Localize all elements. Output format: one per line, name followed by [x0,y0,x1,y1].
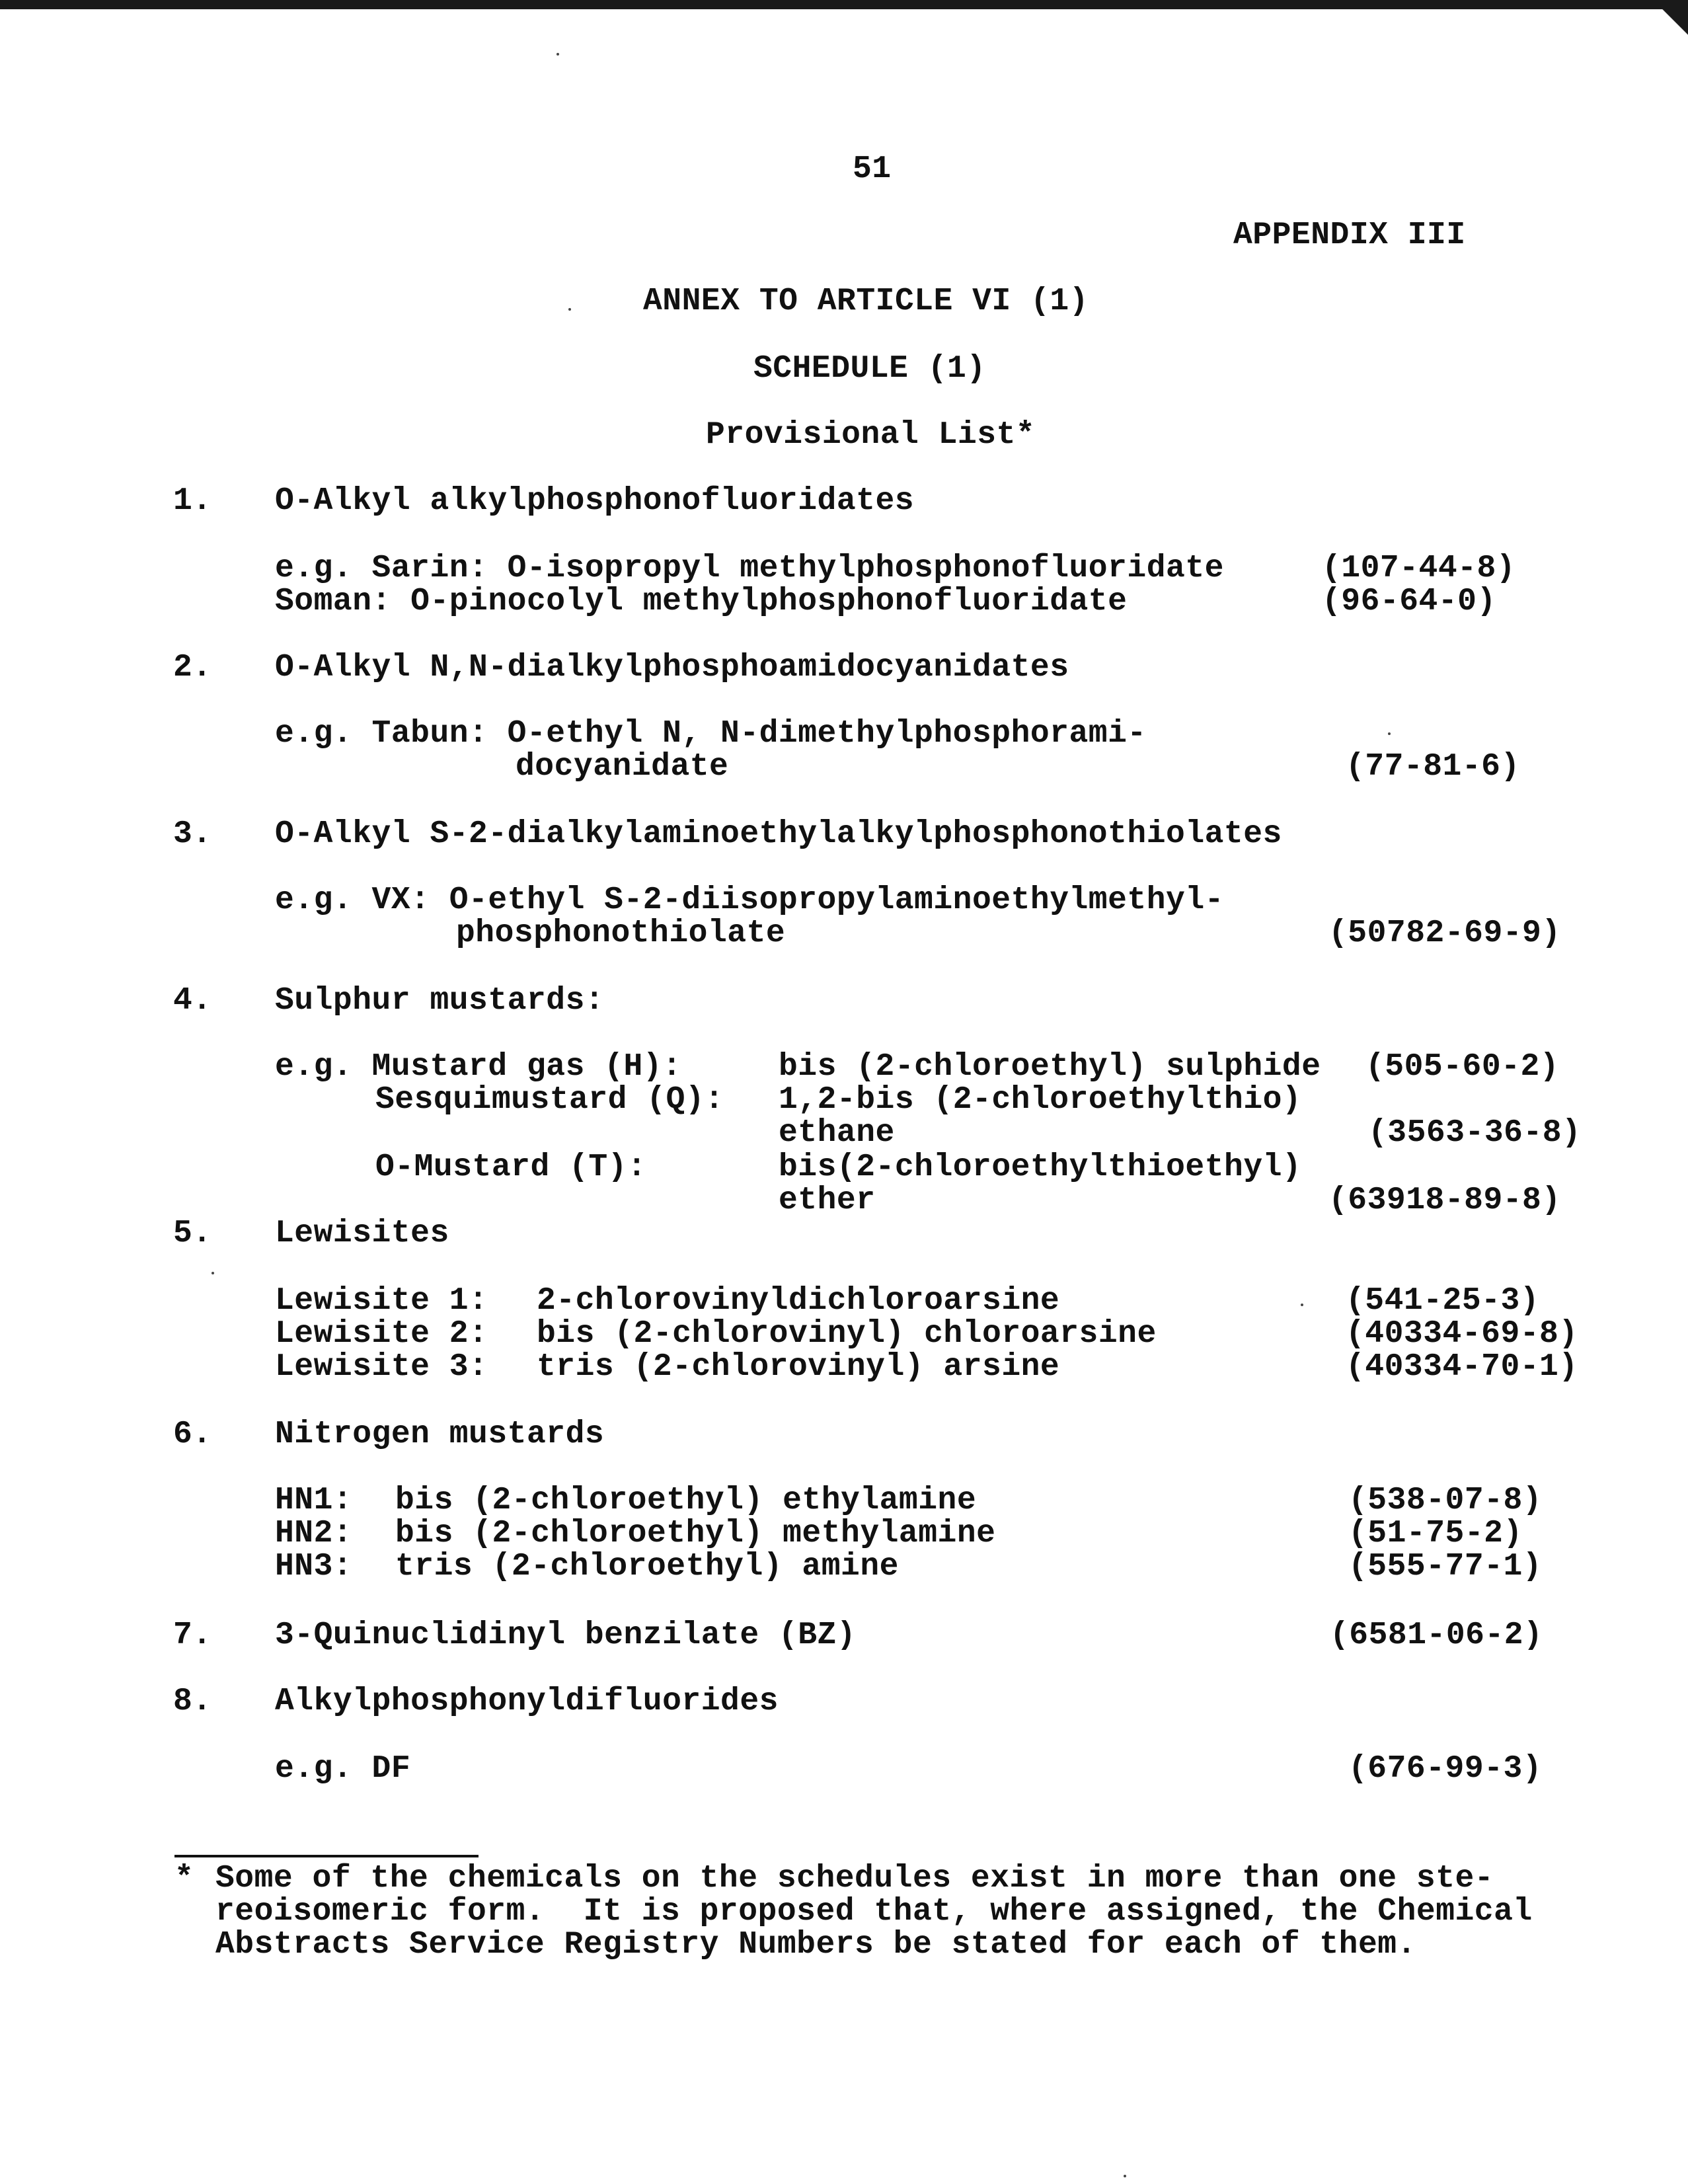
scan-edge [0,0,1688,9]
cas-number: (40334-69-8) [1346,1316,1578,1352]
example-line: phosphonothiolate [456,916,786,951]
item-heading: O-Alkyl alkylphosphonofluoridates [275,483,915,519]
item-number: 5. [173,1216,212,1251]
item-heading: 3-Quinuclidinyl benzilate (BZ) [275,1618,857,1653]
example-line: Soman: O-pinocolyl methylphosphonofluoridate [275,584,1128,619]
agent-name: tris (2-chlorovinyl) arsine [537,1349,1060,1385]
cas-number: (51-75-2) [1348,1516,1523,1551]
cas-number: (538-07-8) [1348,1483,1543,1518]
agent-name: 2-chlorovinyldichloroarsine [537,1283,1060,1319]
example-line: e.g. VX: O-ethyl S-2-diisopropylaminoethylmethyl- [275,882,1224,918]
item-number: 7. [173,1618,212,1653]
cas-number: (541-25-3) [1346,1283,1540,1319]
example-line: e.g. Sarin: O-isopropyl methylphosphonofluoridate [275,551,1224,586]
agent-label: HN1: [275,1483,353,1518]
cas-number: (555-77-1) [1348,1549,1543,1584]
footnote-line: Some of the chemicals on the schedules exist in more than one ste- [215,1861,1494,1896]
item-heading: O-Alkyl S-2-dialkylaminoethylalkylphosphonothiolates [275,816,1282,852]
scan-speck [211,1272,214,1274]
cas-number: (6581-06-2) [1330,1618,1543,1653]
cas-number: (107-44-8) [1322,551,1516,586]
agent-name: ethane [779,1115,895,1151]
cas-number: (50782-69-9) [1328,916,1561,951]
agent-name: bis (2-chloroethyl) sulphide [779,1049,1321,1085]
cas-number: (77-81-6) [1346,749,1520,785]
agent-name: ether [779,1183,876,1218]
item-heading: O-Alkyl N,N-dialkylphosphoamidocyanidates [275,650,1069,685]
agent-name: 1,2-bis (2-chloroethylthio) [779,1082,1302,1118]
cas-number: (96-64-0) [1322,584,1496,619]
agent-name: bis (2-chlorovinyl) chloroarsine [537,1316,1157,1352]
agent-label: Lewisite 3: [275,1349,488,1385]
agent-label: Lewisite 1: [275,1283,488,1319]
scan-speck [1124,2175,1126,2177]
item-heading: Lewisites [275,1216,449,1251]
schedule-title: SCHEDULE (1) [753,351,986,387]
agent-label: Lewisite 2: [275,1316,488,1352]
item-number: 6. [173,1417,212,1452]
example-line: docyanidate [516,749,729,785]
agent-name: tris (2-chloroethyl) amine [395,1549,899,1584]
scan-corner [1642,0,1688,40]
item-number: 8. [173,1684,212,1719]
agent-label: e.g. Mustard gas (H): [275,1049,682,1085]
cas-number: (40334-70-1) [1346,1349,1578,1385]
footnote-marker: * [174,1861,194,1896]
example-line: e.g. Tabun: O-ethyl N, N-dimethylphosphorami- [275,716,1147,752]
agent-label: O-Mustard (T): [375,1150,647,1185]
scan-speck [556,53,559,56]
cas-number: (3563-36-8) [1368,1115,1582,1151]
agent-label: Sesquimustard (Q): [375,1082,724,1118]
appendix-label: APPENDIX III [1233,217,1466,253]
footnote-rule [174,1855,479,1857]
annex-title: ANNEX TO ARTICLE VI (1) [643,284,1089,319]
agent-label: HN2: [275,1516,353,1551]
footnote-line: reoisomeric form. It is proposed that, where assigned, the Chemical [215,1894,1533,1930]
item-heading: Alkylphosphonyldifluorides [275,1684,779,1719]
agent-name: bis(2-chloroethylthioethyl) [779,1150,1302,1185]
provisional-list-title: Provisional List* [706,417,1036,453]
page-number: 51 [853,151,892,187]
scan-speck [1388,732,1391,735]
scan-speck [568,308,571,311]
item-number: 1. [173,483,212,519]
item-number: 3. [173,816,212,852]
item-number: 4. [173,983,212,1019]
cas-number: (676-99-3) [1348,1751,1543,1787]
item-heading: Sulphur mustards: [275,983,605,1019]
agent-label: HN3: [275,1549,353,1584]
cas-number: (505-60-2) [1365,1049,1560,1085]
item-heading: Nitrogen mustards [275,1417,605,1452]
agent-name: bis (2-chloroethyl) ethylamine [395,1483,977,1518]
item-number: 2. [173,650,212,685]
scan-speck [1301,1304,1303,1306]
footnote-line: Abstracts Service Registry Numbers be stated for each of them. [215,1927,1416,1963]
agent-name: bis (2-chloroethyl) methylamine [395,1516,996,1551]
example-line: e.g. DF [275,1751,411,1787]
cas-number: (63918-89-8) [1328,1183,1561,1218]
